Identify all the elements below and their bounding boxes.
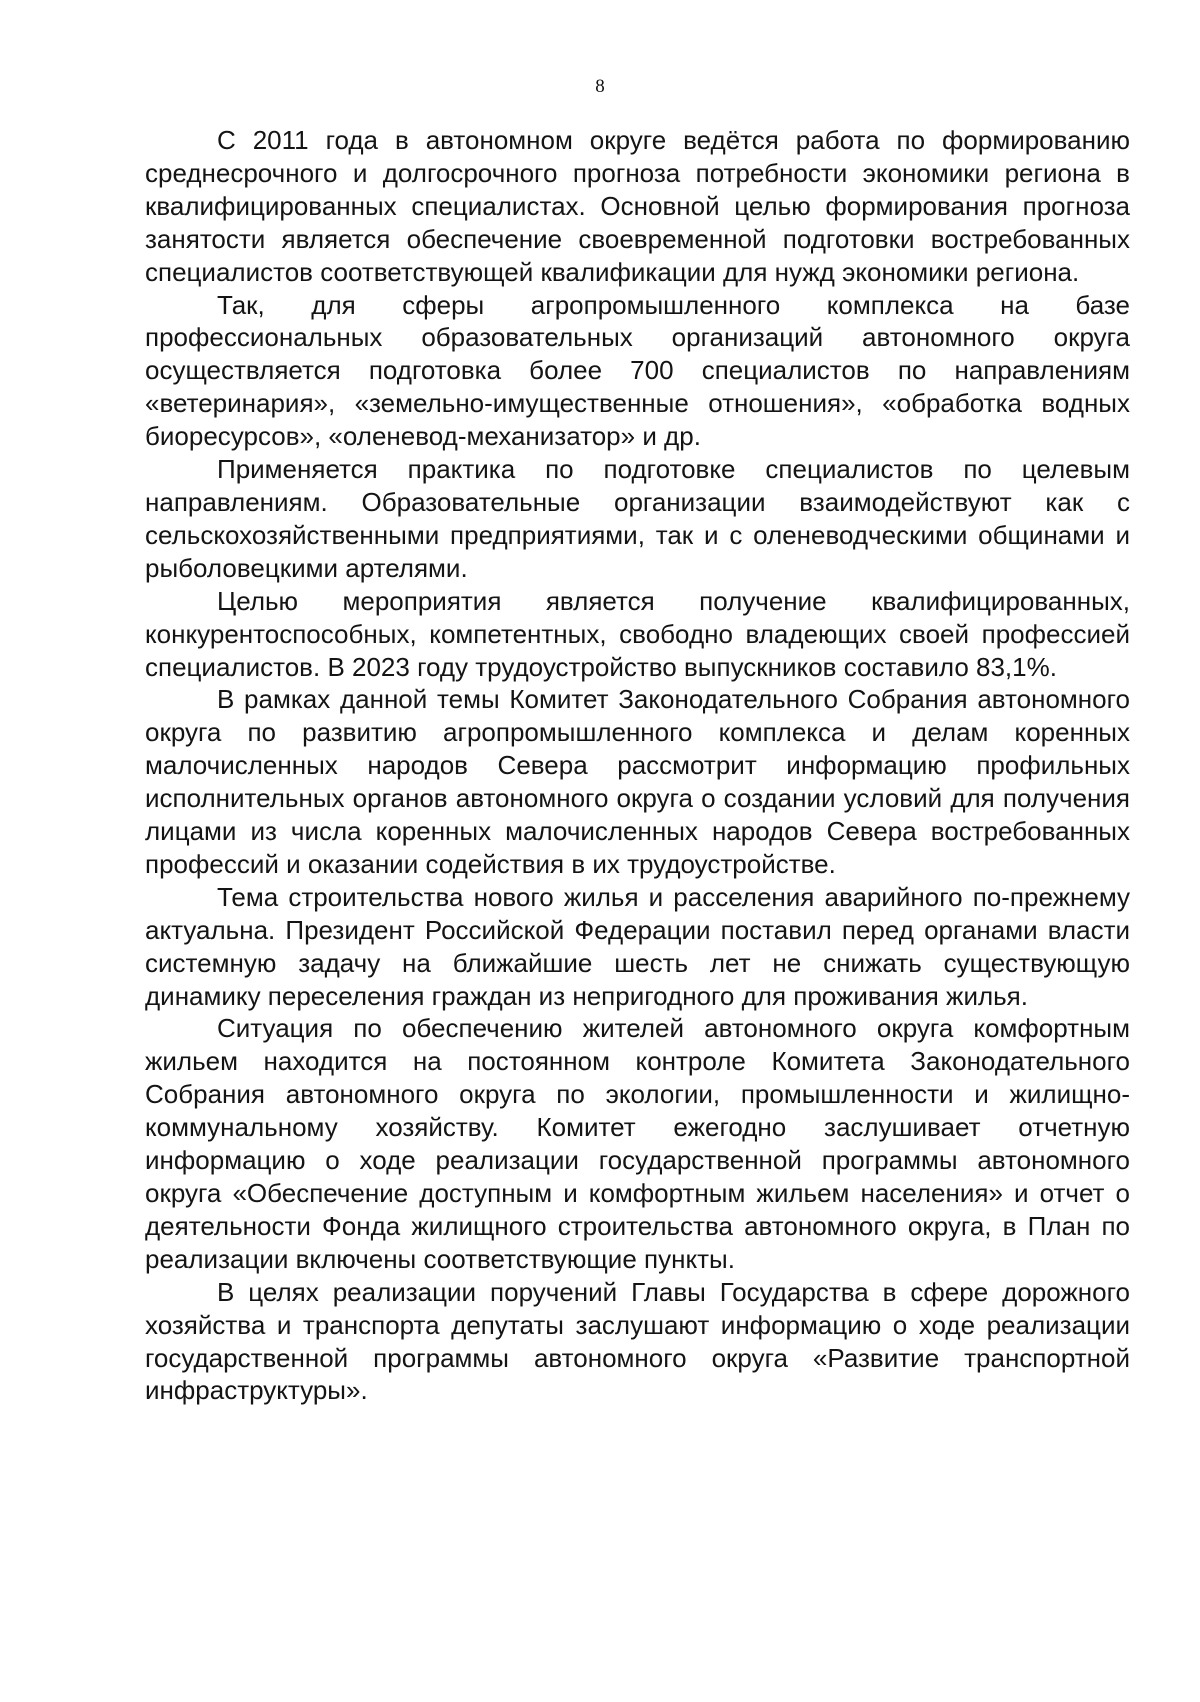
paragraph-housing-control: Ситуация по обеспечению жителей автономного округа комфортным жильем находится на постоянном контроле Комитета Законодательного Собрания автономного округа по экологии, промышленности и жилищно-коммунальному хозяйству. Комитет ежегодно заслушивает отчетную информацию о ходе реализации государственной программы автономного округа «Обеспечение доступным и комфортным жильем населения» и отчет о деятельности Фонда жилищного строительства автономного округа, в План по реализации включены соответствующие пункты. (145, 1013, 1130, 1274)
page-number: 8 (595, 76, 605, 97)
paragraph-targeted-training: Применяется практика по подготовке специалистов по целевым направлениям. Образовательные организации взаимодействуют как с сельскохозяйственными предприятиями, так и с оленеводческими общинами и рыболовецкими артелями. (145, 454, 1130, 583)
paragraph-employment-rate: Целью мероприятия является получение квалифицированных, конкурентоспособных, компетентных, свободно владеющих своей профессией специалистов. В 2023 году трудоустройство выпускников составило 83,1%. (145, 585, 1130, 682)
paragraph-transport-infrastructure: В целях реализации поручений Главы Государства в сфере дорожного хозяйства и транспорта депутаты заслушают информацию о ходе реализации государственной программы автономного округа «Развитие транспортной инфраструктуры». (145, 1276, 1130, 1406)
paragraph-agro-training: Так, для сферы агропромышленного комплекса на базе профессиональных образовательных организаций автономного округа осуществляется подготовка более 700 специалистов по направлениям «ветеринария», «земельно-имущественные отношения», «обработка водных биоресурсов», «оленевод-механизатор» и др. (145, 289, 1130, 452)
paragraph-housing-construction: Тема строительства нового жилья и расселения аварийного по-прежнему актуальна. Президент Российской Федерации поставил перед органами власти системную задачу на ближайшие шесть лет не снижать существующую динамику переселения граждан из непригодного для проживания жилья. (145, 881, 1130, 1011)
paragraph-committee-indigenous: В рамках данной темы Комитет Законодательного Собрания автономного округа по развитию агропромышленного комплекса и делам коренных малочисленных народов Севера рассмотрит информацию профильных исполнительных органов автономного округа о создании условий для получения лицами из числа коренных малочисленных народов Севера востребованных профессий и оказании содействия в их трудоустройстве. (145, 684, 1130, 879)
document-body (145, 124, 1130, 1407)
paragraph-workforce-forecast: С 2011 года в автономном округе ведётся работа по формированию среднесрочного и долгосрочного прогноза потребности экономики региона в квалифицированных специалистах. Основной целью формирования прогноза занятости является обеспечение своевременной подготовки востребованных специалистов соответствующей квалификации для нужд экономики региона. (145, 125, 1130, 287)
